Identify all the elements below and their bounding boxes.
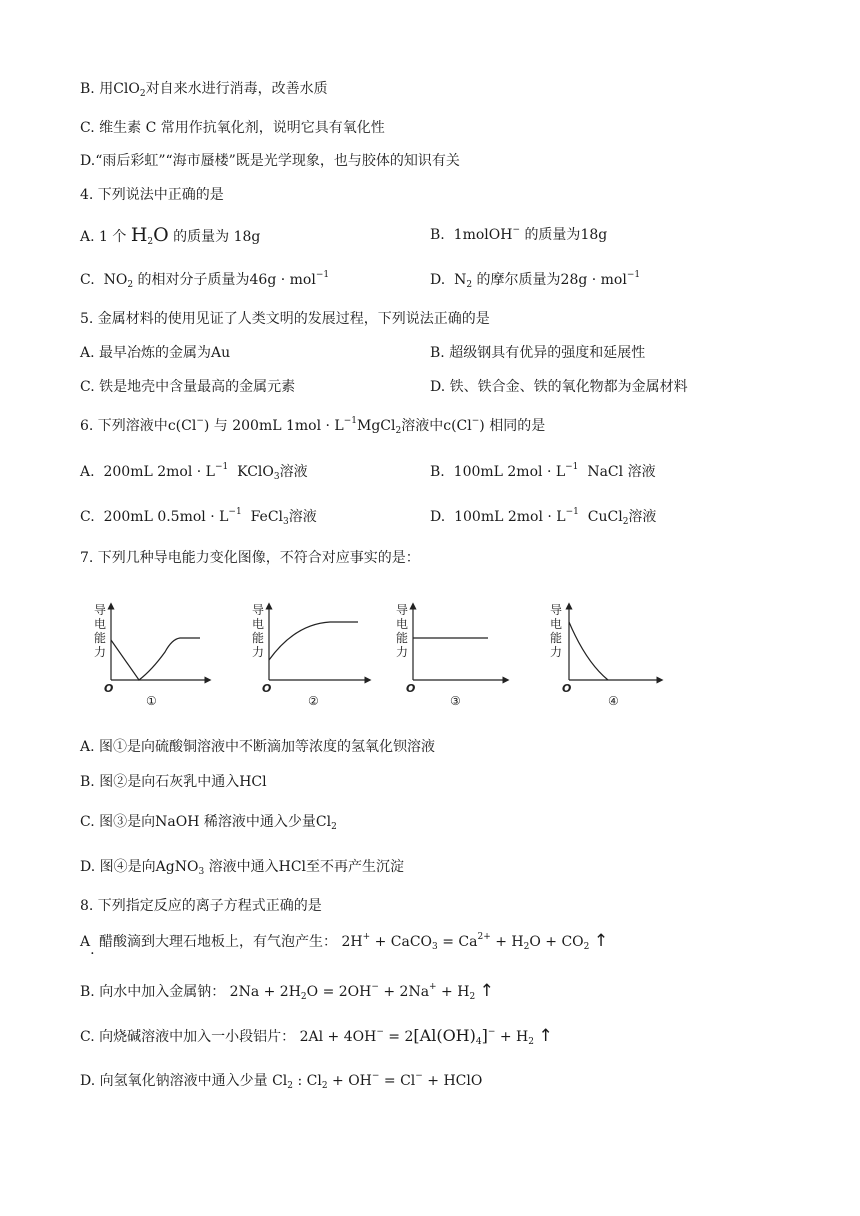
q5-option-c: C. 铁是地壳中含量最高的金属元素 bbox=[80, 379, 296, 395]
y-axis-label-char: 能 bbox=[94, 631, 107, 645]
y-axis-label-char: 能 bbox=[252, 631, 265, 645]
q6-option-c: C. 200mL $0.5mol \cdot L^{-1}$ FeCl$_3$溶液 bbox=[80, 507, 317, 527]
q7-option-a: A. 图①是向硫酸铜溶液中不断滴加等浓度的氢氧化钡溶液 bbox=[80, 739, 436, 755]
y-axis-label-char: 电 bbox=[396, 617, 409, 631]
q5-option-b: B. 超级钢具有优异的强度和延展性 bbox=[430, 345, 646, 361]
q5-option-a: A. 最早冶炼的金属为Au bbox=[80, 345, 231, 361]
q4-option-b: B. 1molOH− 的质量为18g bbox=[430, 225, 608, 243]
q5-stem: 5. 金属材料的使用见证了人类文明的发展过程，下列说法正确的是 bbox=[80, 311, 490, 327]
y-axis-label-char: 能 bbox=[550, 631, 563, 645]
q4-option-a: A. 1 个 $H_2O$ 的质量为 18g bbox=[80, 224, 261, 247]
conductivity-graph-3 bbox=[394, 600, 524, 712]
q8-option-a: A. 醋酸滴到大理石地板上，有气泡产生： 2H+ + CaCO$_3$ = $Ca^{2+} + H_2O + CO_2$ ↑ bbox=[80, 931, 609, 958]
q7-option-c: C. 图③是向NaOH 稀溶液中通入少量$Cl_2$ bbox=[80, 814, 337, 832]
origin-label: O bbox=[262, 682, 272, 695]
q3-option-b: B. 用ClO$_2$对自来水进行消毒，改善水质 bbox=[80, 81, 328, 99]
graph-caption: ④ bbox=[608, 694, 619, 708]
y-axis-label-char: 力 bbox=[252, 645, 265, 659]
y-axis-label-char: 电 bbox=[252, 617, 265, 631]
curve bbox=[111, 638, 200, 680]
q6-stem: 6. 下列溶液中c(Cl−) 与 200mL $1mol \cdot L^{-1}MgCl_2$溶液中c(Cl−) 相同的是 bbox=[80, 416, 546, 436]
origin-label: O bbox=[406, 682, 416, 695]
q8-option-b: B. 向水中加入金属钠： $2Na + 2H_2O = 2OH^- + 2Na^+ + H_2$ ↑ bbox=[80, 981, 494, 1002]
curve bbox=[269, 622, 358, 660]
q6-option-b: B. 100mL $2mol \cdot L^{-1}$ NaCl 溶液 bbox=[430, 462, 656, 480]
q7-option-b: B. 图②是向石灰乳中通入HCl bbox=[80, 774, 267, 790]
conductivity-graph-4 bbox=[548, 600, 678, 712]
y-axis-label-char: 电 bbox=[550, 617, 563, 631]
q6-option-d: D. 100mL $2mol \cdot L^{-1}$ CuCl$_2$溶液 bbox=[430, 507, 657, 527]
conductivity-graph-1 bbox=[92, 600, 222, 712]
q8-option-d: D. 向氢氧化钠溶液中通入少量 $Cl_2$ : $Cl_2 + OH^- = Cl^-$ + HClO bbox=[80, 1071, 483, 1091]
q6-option-a: A. 200mL $2mol \cdot L^{-1}$ KClO$_3$溶液 bbox=[80, 462, 308, 482]
q8-stem: 8. 下列指定反应的离子方程式正确的是 bbox=[80, 898, 322, 914]
origin-label: O bbox=[562, 682, 572, 695]
conductivity-graph-2 bbox=[250, 600, 380, 712]
y-axis-label-char: 导 bbox=[396, 603, 409, 617]
y-axis-label-char: 力 bbox=[94, 645, 107, 659]
gas-arrow-icon: ↑ bbox=[538, 1026, 553, 1046]
q3-option-c: C. 维生素 C 常用作抗氧化剂，说明它具有氧化性 bbox=[80, 120, 385, 136]
y-axis-label-char: 电 bbox=[94, 617, 107, 631]
y-axis-label-char: 能 bbox=[396, 631, 409, 645]
graph-caption: ② bbox=[308, 694, 319, 708]
y-axis-label-char: 导 bbox=[252, 603, 265, 617]
q4-option-d: D. $N_2$ 的摩尔质量为28g · mol$^{-1}$ bbox=[430, 270, 641, 290]
y-axis-label-char: 力 bbox=[550, 645, 563, 659]
graph-caption: ① bbox=[146, 694, 157, 708]
q4-option-c: C. $NO_2$ 的相对分子质量为46g · mol$^{-1}$ bbox=[80, 270, 330, 290]
q7-stem: 7. 下列几种导电能力变化图像，不符合对应事实的是： bbox=[80, 550, 420, 566]
y-axis-label-char: 力 bbox=[396, 645, 409, 659]
q3-option-d: D.“雨后彩虹”“海市蜃楼”既是光学现象，也与胶体的知识有关 bbox=[80, 153, 460, 169]
q4-stem: 4. 下列说法中正确的是 bbox=[80, 187, 224, 203]
origin-label: O bbox=[104, 682, 114, 695]
q7-option-d: D. 图④是向AgNO$_3$ 溶液中通入HCl至不再产生沉淀 bbox=[80, 859, 405, 877]
q5-option-d: D. 铁、铁合金、铁的氧化物都为金属材料 bbox=[430, 379, 688, 395]
curve bbox=[569, 622, 608, 680]
gas-arrow-icon: ↑ bbox=[479, 981, 494, 1001]
y-axis-label-char: 导 bbox=[550, 603, 563, 617]
q8-option-c: C. 向烧碱溶液中加入一小段铝片： $2Al + 4OH^- = 2[Al(OH)_4]^- + H_2$ ↑ bbox=[80, 1026, 553, 1047]
gas-arrow-icon: ↑ bbox=[593, 931, 609, 951]
y-axis-label-char: 导 bbox=[94, 603, 107, 617]
graph-caption: ③ bbox=[450, 694, 461, 708]
